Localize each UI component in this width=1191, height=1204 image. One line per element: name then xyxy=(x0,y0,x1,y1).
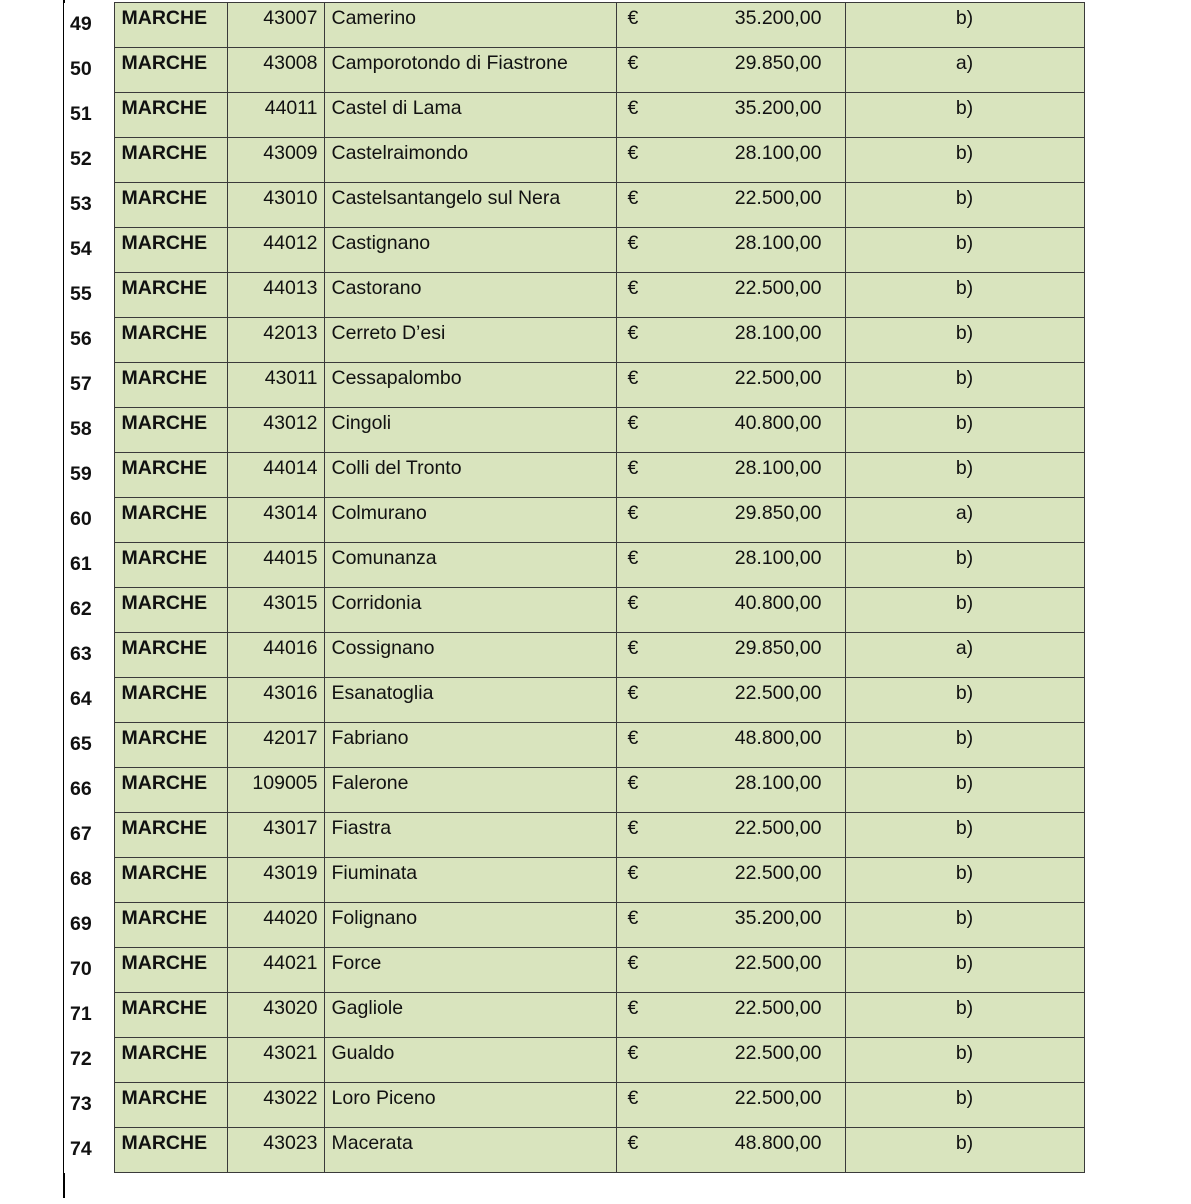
row-number: 50 xyxy=(64,48,114,93)
row-number: 58 xyxy=(64,408,114,453)
region-cell: MARCHE xyxy=(114,948,227,993)
municipality-code-cell: 43020 xyxy=(227,993,324,1038)
table-row xyxy=(64,768,1084,813)
currency-symbol: € xyxy=(627,142,639,164)
currency-symbol: € xyxy=(627,52,639,74)
band-cell: b) xyxy=(845,138,1084,183)
currency-symbol: € xyxy=(627,637,639,659)
table-row xyxy=(64,678,1084,723)
amount-value: 28.100,00 xyxy=(734,547,822,569)
amount-value: 22.500,00 xyxy=(734,187,822,209)
band-cell: b) xyxy=(845,453,1084,498)
amount-value: 28.100,00 xyxy=(734,142,822,164)
currency-symbol: € xyxy=(627,727,639,749)
amount-cell xyxy=(616,1083,845,1128)
municipality-name-cell: Castelsantangelo sul Nera xyxy=(324,183,616,228)
row-number: 59 xyxy=(64,453,114,498)
band-cell: b) xyxy=(845,813,1084,858)
municipalities-table xyxy=(64,2,1085,1173)
amount-cell xyxy=(616,858,845,903)
amount-value: 22.500,00 xyxy=(734,862,822,884)
row-number: 51 xyxy=(64,93,114,138)
row-number: 66 xyxy=(64,768,114,813)
amount-value: 40.800,00 xyxy=(734,592,822,614)
amount-cell xyxy=(616,633,845,678)
amount-cell xyxy=(616,498,845,543)
row-number: 57 xyxy=(64,363,114,408)
municipality-code-cell: 43010 xyxy=(227,183,324,228)
municipality-name-cell: Camerino xyxy=(324,3,616,48)
band-cell: b) xyxy=(845,408,1084,453)
currency-symbol: € xyxy=(627,1132,639,1154)
row-number: 54 xyxy=(64,228,114,273)
band-cell: b) xyxy=(845,3,1084,48)
row-number: 56 xyxy=(64,318,114,363)
amount-value: 22.500,00 xyxy=(734,277,822,299)
region-cell: MARCHE xyxy=(114,498,227,543)
currency-symbol: € xyxy=(627,367,639,389)
amount-cell xyxy=(616,3,845,48)
municipality-name-cell: Gagliole xyxy=(324,993,616,1038)
amount-value: 40.800,00 xyxy=(734,412,822,434)
row-number: 74 xyxy=(64,1128,114,1173)
amount-cell xyxy=(616,183,845,228)
municipality-name-cell: Force xyxy=(324,948,616,993)
amount-value: 22.500,00 xyxy=(734,997,822,1019)
municipality-code-cell: 43009 xyxy=(227,138,324,183)
municipality-name-cell: Folignano xyxy=(324,903,616,948)
municipality-code-cell: 43023 xyxy=(227,1128,324,1173)
band-cell: b) xyxy=(845,543,1084,588)
municipality-name-cell: Castelraimondo xyxy=(324,138,616,183)
region-cell: MARCHE xyxy=(114,453,227,498)
row-number: 60 xyxy=(64,498,114,543)
municipality-code-cell: 43019 xyxy=(227,858,324,903)
region-cell: MARCHE xyxy=(114,768,227,813)
amount-value: 22.500,00 xyxy=(734,1087,822,1109)
municipality-name-cell: Colli del Tronto xyxy=(324,453,616,498)
currency-symbol: € xyxy=(627,187,639,209)
band-cell: b) xyxy=(845,273,1084,318)
municipality-code-cell: 43022 xyxy=(227,1083,324,1128)
amount-cell xyxy=(616,318,845,363)
municipality-name-cell: Castel di Lama xyxy=(324,93,616,138)
band-cell: b) xyxy=(845,948,1084,993)
municipality-code-cell: 43012 xyxy=(227,408,324,453)
municipality-name-cell: Cossignano xyxy=(324,633,616,678)
band-cell: b) xyxy=(845,858,1084,903)
row-number: 67 xyxy=(64,813,114,858)
band-cell: a) xyxy=(845,48,1084,93)
municipality-code-cell: 43015 xyxy=(227,588,324,633)
currency-symbol: € xyxy=(627,997,639,1019)
municipality-code-cell: 109005 xyxy=(227,768,324,813)
currency-symbol: € xyxy=(627,277,639,299)
row-number: 64 xyxy=(64,678,114,723)
region-cell: MARCHE xyxy=(114,1128,227,1173)
band-cell: a) xyxy=(845,633,1084,678)
region-cell: MARCHE xyxy=(114,993,227,1038)
municipality-code-cell: 44013 xyxy=(227,273,324,318)
band-cell: b) xyxy=(845,1083,1084,1128)
table-row xyxy=(64,408,1084,453)
amount-cell xyxy=(616,453,845,498)
amount-cell xyxy=(616,678,845,723)
table-row xyxy=(64,48,1084,93)
region-cell: MARCHE xyxy=(114,678,227,723)
region-cell: MARCHE xyxy=(114,363,227,408)
amount-value: 28.100,00 xyxy=(734,772,822,794)
municipality-code-cell: 43007 xyxy=(227,3,324,48)
amount-value: 22.500,00 xyxy=(734,682,822,704)
currency-symbol: € xyxy=(627,502,639,524)
table-row xyxy=(64,723,1084,768)
table-row xyxy=(64,858,1084,903)
row-number: 55 xyxy=(64,273,114,318)
table-row xyxy=(64,93,1084,138)
amount-value: 48.800,00 xyxy=(734,727,822,749)
currency-symbol: € xyxy=(627,457,639,479)
currency-symbol: € xyxy=(627,1087,639,1109)
amount-cell xyxy=(616,93,845,138)
amount-cell xyxy=(616,543,845,588)
band-cell: b) xyxy=(845,183,1084,228)
amount-cell xyxy=(616,813,845,858)
band-cell: b) xyxy=(845,1128,1084,1173)
municipality-name-cell: Castorano xyxy=(324,273,616,318)
municipality-code-cell: 44014 xyxy=(227,453,324,498)
band-cell: a) xyxy=(845,498,1084,543)
amount-value: 48.800,00 xyxy=(734,1132,822,1154)
amount-cell xyxy=(616,48,845,93)
table-row xyxy=(64,948,1084,993)
municipality-code-cell: 43021 xyxy=(227,1038,324,1083)
amount-cell xyxy=(616,1038,845,1083)
amount-cell xyxy=(616,903,845,948)
municipality-code-cell: 44016 xyxy=(227,633,324,678)
currency-symbol: € xyxy=(627,1042,639,1064)
table-row xyxy=(64,138,1084,183)
band-cell: b) xyxy=(845,768,1084,813)
region-cell: MARCHE xyxy=(114,228,227,273)
amount-value: 22.500,00 xyxy=(734,1042,822,1064)
amount-cell xyxy=(616,273,845,318)
municipality-name-cell: Loro Piceno xyxy=(324,1083,616,1128)
currency-symbol: € xyxy=(627,817,639,839)
amount-cell xyxy=(616,948,845,993)
amount-value: 35.200,00 xyxy=(734,907,822,929)
table-body xyxy=(64,3,1084,1173)
region-cell: MARCHE xyxy=(114,3,227,48)
amount-value: 22.500,00 xyxy=(734,367,822,389)
row-number: 62 xyxy=(64,588,114,633)
municipality-code-cell: 44012 xyxy=(227,228,324,273)
amount-cell xyxy=(616,993,845,1038)
municipality-name-cell: Fiastra xyxy=(324,813,616,858)
municipality-code-cell: 42017 xyxy=(227,723,324,768)
band-cell: b) xyxy=(845,993,1084,1038)
municipality-code-cell: 43014 xyxy=(227,498,324,543)
municipality-code-cell: 44021 xyxy=(227,948,324,993)
currency-symbol: € xyxy=(627,412,639,434)
currency-symbol: € xyxy=(627,907,639,929)
municipality-code-cell: 43017 xyxy=(227,813,324,858)
region-cell: MARCHE xyxy=(114,1083,227,1128)
band-cell: b) xyxy=(845,1038,1084,1083)
row-number: 69 xyxy=(64,903,114,948)
amount-value: 35.200,00 xyxy=(734,97,822,119)
amount-value: 28.100,00 xyxy=(734,457,822,479)
municipality-name-cell: Falerone xyxy=(324,768,616,813)
amount-cell xyxy=(616,138,845,183)
row-number: 72 xyxy=(64,1038,114,1083)
table-row xyxy=(64,363,1084,408)
table-row xyxy=(64,1038,1084,1083)
table-row xyxy=(64,633,1084,678)
region-cell: MARCHE xyxy=(114,813,227,858)
currency-symbol: € xyxy=(627,322,639,344)
region-cell: MARCHE xyxy=(114,588,227,633)
table-row xyxy=(64,588,1084,633)
municipality-code-cell: 42013 xyxy=(227,318,324,363)
currency-symbol: € xyxy=(627,592,639,614)
table-row xyxy=(64,3,1084,48)
municipality-name-cell: Comunanza xyxy=(324,543,616,588)
row-number: 73 xyxy=(64,1083,114,1128)
municipality-name-cell: Cerreto D’esi xyxy=(324,318,616,363)
amount-value: 22.500,00 xyxy=(734,952,822,974)
municipality-name-cell: Gualdo xyxy=(324,1038,616,1083)
amount-cell xyxy=(616,408,845,453)
region-cell: MARCHE xyxy=(114,273,227,318)
region-cell: MARCHE xyxy=(114,858,227,903)
region-cell: MARCHE xyxy=(114,633,227,678)
table-row xyxy=(64,543,1084,588)
row-number: 71 xyxy=(64,993,114,1038)
region-cell: MARCHE xyxy=(114,48,227,93)
table-row xyxy=(64,318,1084,363)
amount-cell xyxy=(616,1128,845,1173)
municipality-name-cell: Colmurano xyxy=(324,498,616,543)
band-cell: b) xyxy=(845,723,1084,768)
municipality-name-cell: Castignano xyxy=(324,228,616,273)
table-row xyxy=(64,813,1084,858)
region-cell: MARCHE xyxy=(114,543,227,588)
band-cell: b) xyxy=(845,678,1084,723)
table-row xyxy=(64,993,1084,1038)
band-cell: b) xyxy=(845,228,1084,273)
table-row xyxy=(64,1083,1084,1128)
amount-cell xyxy=(616,588,845,633)
municipality-code-cell: 44011 xyxy=(227,93,324,138)
row-number: 70 xyxy=(64,948,114,993)
region-cell: MARCHE xyxy=(114,138,227,183)
region-cell: MARCHE xyxy=(114,183,227,228)
amount-cell xyxy=(616,768,845,813)
currency-symbol: € xyxy=(627,772,639,794)
band-cell: b) xyxy=(845,903,1084,948)
region-cell: MARCHE xyxy=(114,723,227,768)
amount-value: 22.500,00 xyxy=(734,817,822,839)
table-row xyxy=(64,453,1084,498)
region-cell: MARCHE xyxy=(114,903,227,948)
amount-value: 29.850,00 xyxy=(734,502,822,524)
row-number: 63 xyxy=(64,633,114,678)
currency-symbol: € xyxy=(627,547,639,569)
municipality-name-cell: Fiuminata xyxy=(324,858,616,903)
municipality-name-cell: Fabriano xyxy=(324,723,616,768)
municipality-code-cell: 43011 xyxy=(227,363,324,408)
row-number: 61 xyxy=(64,543,114,588)
table-row xyxy=(64,228,1084,273)
band-cell: b) xyxy=(845,363,1084,408)
row-number: 68 xyxy=(64,858,114,903)
row-number: 49 xyxy=(64,3,114,48)
band-cell: b) xyxy=(845,588,1084,633)
currency-symbol: € xyxy=(627,682,639,704)
currency-symbol: € xyxy=(627,97,639,119)
amount-cell xyxy=(616,723,845,768)
currency-symbol: € xyxy=(627,7,639,29)
municipality-code-cell: 44020 xyxy=(227,903,324,948)
table-row xyxy=(64,273,1084,318)
region-cell: MARCHE xyxy=(114,1038,227,1083)
table-row xyxy=(64,498,1084,543)
row-number: 53 xyxy=(64,183,114,228)
municipality-name-cell: Esanatoglia xyxy=(324,678,616,723)
region-cell: MARCHE xyxy=(114,408,227,453)
table-row xyxy=(64,1128,1084,1173)
amount-value: 29.850,00 xyxy=(734,52,822,74)
amount-value: 28.100,00 xyxy=(734,232,822,254)
municipality-name-cell: Cessapalombo xyxy=(324,363,616,408)
amount-cell xyxy=(616,228,845,273)
row-number: 52 xyxy=(64,138,114,183)
municipality-name-cell: Cingoli xyxy=(324,408,616,453)
municipality-code-cell: 44015 xyxy=(227,543,324,588)
municipality-code-cell: 43008 xyxy=(227,48,324,93)
band-cell: b) xyxy=(845,318,1084,363)
currency-symbol: € xyxy=(627,952,639,974)
amount-value: 28.100,00 xyxy=(734,322,822,344)
currency-symbol: € xyxy=(627,232,639,254)
region-cell: MARCHE xyxy=(114,318,227,363)
table-row xyxy=(64,903,1084,948)
row-number: 65 xyxy=(64,723,114,768)
municipality-name-cell: Corridonia xyxy=(324,588,616,633)
municipality-name-cell: Camporotondo di Fiastrone xyxy=(324,48,616,93)
municipality-name-cell: Macerata xyxy=(324,1128,616,1173)
band-cell: b) xyxy=(845,93,1084,138)
municipality-code-cell: 43016 xyxy=(227,678,324,723)
currency-symbol: € xyxy=(627,862,639,884)
amount-value: 35.200,00 xyxy=(734,7,822,29)
amount-cell xyxy=(616,363,845,408)
table-row xyxy=(64,183,1084,228)
amount-value: 29.850,00 xyxy=(734,637,822,659)
region-cell: MARCHE xyxy=(114,93,227,138)
